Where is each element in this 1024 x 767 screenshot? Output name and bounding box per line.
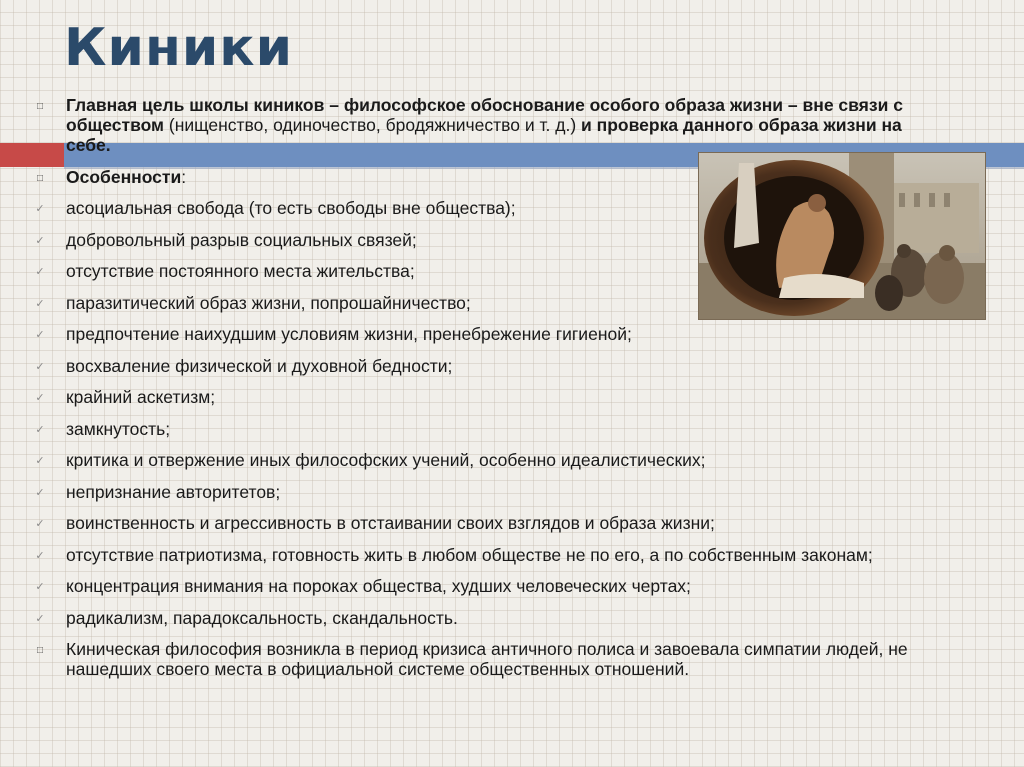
conclusion-text: Киническая философия возникла в период кризиса античного полиса и завоевала симпатии людей, не нашедших своего места в официальной системе общественных отношений. xyxy=(66,639,908,679)
feature-text: радикализм, парадоксальность, скандальность. xyxy=(66,607,458,628)
intro-bold-text: Главная цель школы киников – философское обоснование особого образа жизни – вне связи с обществом xyxy=(66,95,903,135)
check-bullet-icon: ✓ xyxy=(35,392,45,404)
feature-item xyxy=(30,482,946,502)
feature-item xyxy=(30,387,946,407)
square-bullet-icon: □ xyxy=(36,645,44,656)
check-bullet-icon: ✓ xyxy=(35,423,45,436)
check-bullet-icon: ✓ xyxy=(35,266,45,278)
feature-text: крайний аскетизм; xyxy=(66,387,216,407)
feature-text: добровольный разрыв социальных связей; xyxy=(66,229,417,250)
feature-item xyxy=(30,230,666,250)
feature-text: отсутствие патриотизма, готовность жить в любом обществе не по его, а по собственным законам; xyxy=(66,544,873,565)
feature-text: критика и отвержение иных философских учений, особенно идеалистических; xyxy=(66,450,706,470)
feature-item xyxy=(30,261,666,281)
feature-item xyxy=(30,419,946,439)
conclusion-item xyxy=(30,639,946,679)
feature-text: предпочтение наихудшим условиям жизни, пренебрежение гигиеной; xyxy=(66,324,632,344)
intro-item xyxy=(30,95,946,155)
features-header-item xyxy=(30,167,666,187)
feature-text: концентрация внимания на пороках общества, худших человеческих чертах; xyxy=(66,576,691,596)
feature-text: непризнание авторитетов; xyxy=(66,481,281,502)
features-colon: : xyxy=(181,166,187,187)
slide-title: Киники xyxy=(64,18,294,78)
check-bullet-icon: ✓ xyxy=(35,360,45,373)
features-label: Особенности xyxy=(66,166,182,187)
feature-item xyxy=(30,324,946,344)
check-bullet-icon: ✓ xyxy=(35,486,45,499)
check-bullet-icon: ✓ xyxy=(35,549,45,562)
feature-text: воинственность и агрессивность в отстаивании своих взглядов и образа жизни; xyxy=(66,513,715,533)
feature-item xyxy=(30,608,946,628)
feature-text: замкнутость; xyxy=(66,418,171,439)
feature-text: асоциальная свобода (то есть свободы вне общества); xyxy=(66,198,516,218)
check-bullet-icon: ✓ xyxy=(35,203,45,215)
feature-text: паразитический образ жизни, попрошайничество; xyxy=(66,292,471,313)
feature-item xyxy=(30,356,946,376)
intro-normal-text: (нищенство, одиночество, бродяжничество и т. д.) xyxy=(164,115,582,135)
slide-body xyxy=(30,95,990,691)
square-bullet-icon: □ xyxy=(36,172,44,184)
check-bullet-icon: ✓ xyxy=(35,518,45,530)
check-bullet-icon: ✓ xyxy=(35,329,45,341)
square-bullet-icon: □ xyxy=(36,101,44,112)
check-bullet-icon: ✓ xyxy=(35,581,45,593)
feature-item xyxy=(30,450,946,470)
feature-item xyxy=(30,576,946,596)
check-bullet-icon: ✓ xyxy=(35,234,45,247)
check-bullet-icon: ✓ xyxy=(35,455,45,467)
feature-item xyxy=(30,545,946,565)
feature-item xyxy=(30,293,666,313)
feature-text: отсутствие постоянного места жительства; xyxy=(66,261,415,281)
feature-item xyxy=(30,198,666,218)
check-bullet-icon: ✓ xyxy=(35,612,45,625)
feature-text: восхваление физической и духовной бедности; xyxy=(66,355,453,376)
check-bullet-icon: ✓ xyxy=(35,297,45,310)
feature-item xyxy=(30,513,946,533)
intro-bold-tail: и проверка данного образа жизни на себе. xyxy=(66,115,902,155)
